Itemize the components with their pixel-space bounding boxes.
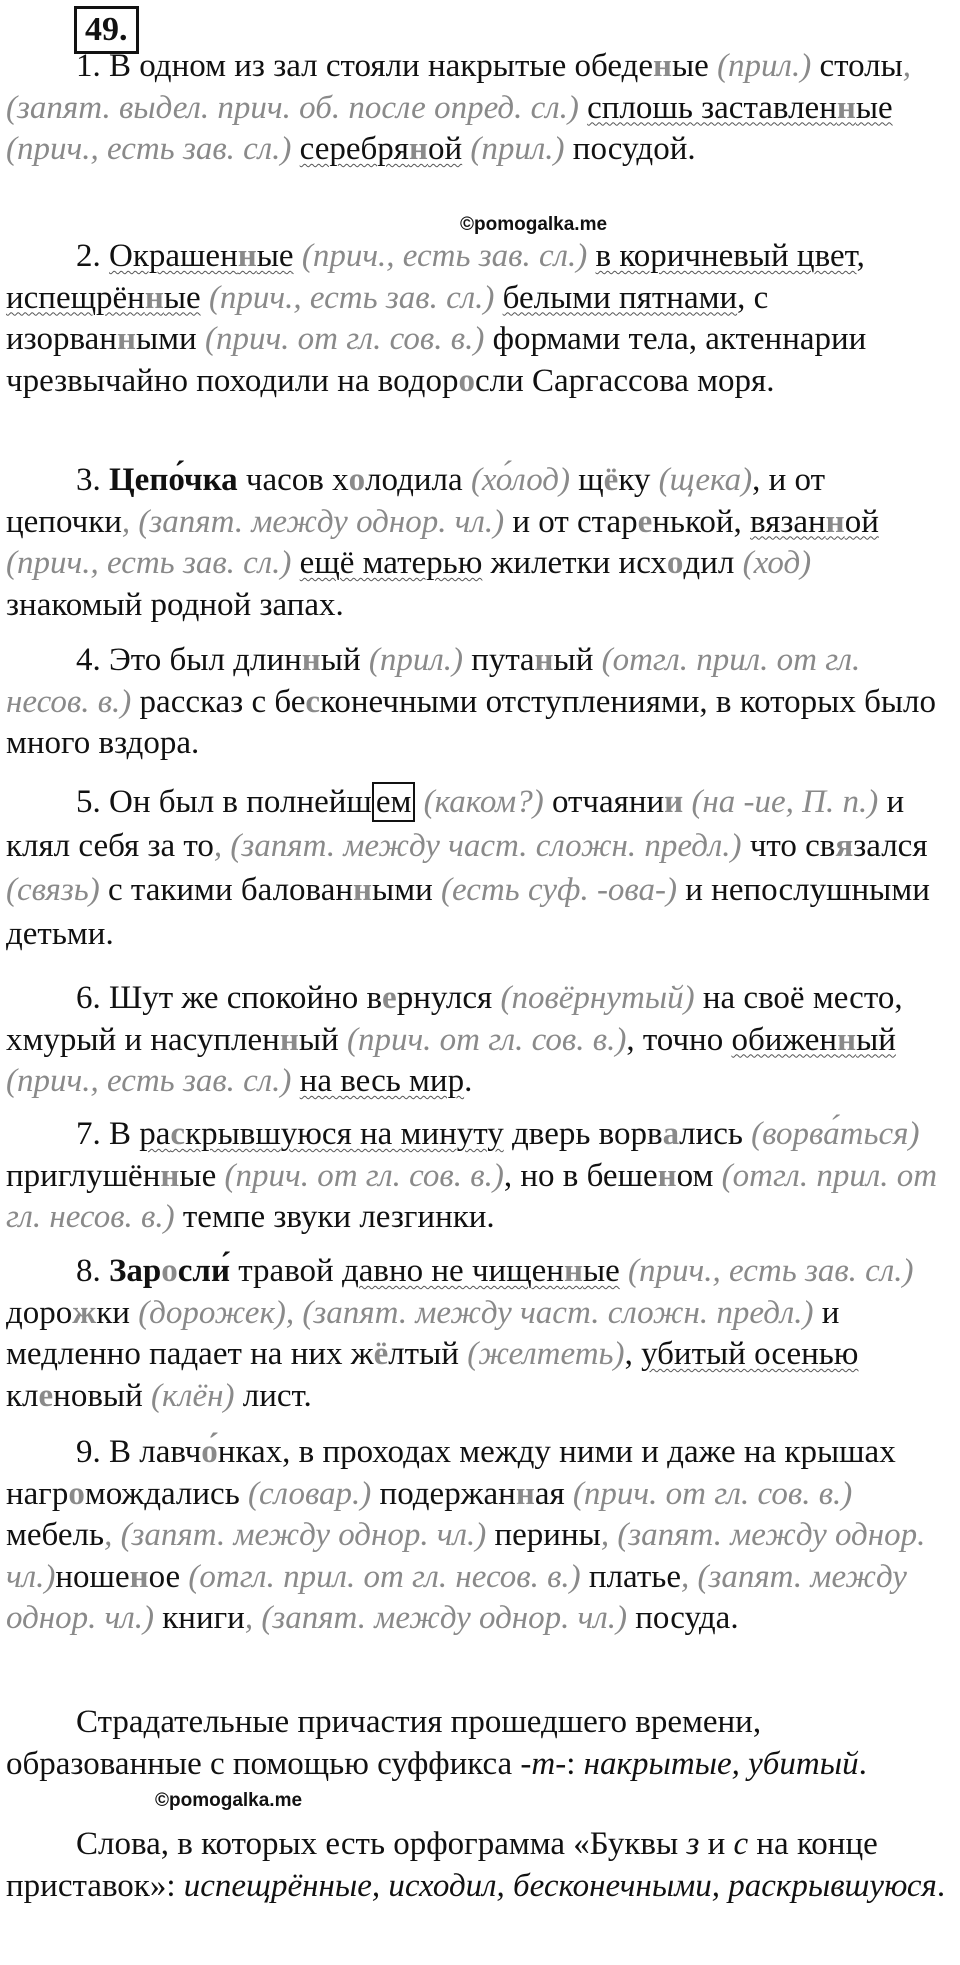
text bbox=[291, 545, 299, 581]
italic-text: з bbox=[686, 1826, 700, 1862]
sentence-7 bbox=[6, 1114, 950, 1239]
underlined-text: серебря bbox=[299, 131, 409, 167]
italic-text: испещрённые, исходил, бесконечными, раскрывшуюся bbox=[183, 1867, 937, 1904]
text: приглушён bbox=[6, 1157, 161, 1194]
text: щ bbox=[569, 462, 604, 498]
grammar-note: (отгл. прил. от гл. несов. в.) bbox=[6, 642, 861, 720]
text: мождались bbox=[84, 1475, 249, 1512]
text: ки bbox=[96, 1294, 139, 1331]
bold-word: Цепо́чка bbox=[109, 462, 238, 498]
orthogram-letter: н bbox=[515, 1475, 535, 1512]
orthogram-letter: н bbox=[657, 1157, 677, 1194]
orthogram-letter: е bbox=[382, 980, 397, 1016]
grammar-note: , (запят. между однор. чл.) bbox=[104, 1517, 487, 1553]
text bbox=[291, 131, 299, 167]
grammar-note: , (запят. между част. сложн. предл.) bbox=[213, 828, 742, 864]
grammar-note: (прич. от гл. сов. в.) bbox=[572, 1475, 853, 1512]
text: доро bbox=[6, 1294, 73, 1331]
watermark: ©pomogalka.me bbox=[460, 214, 608, 235]
text: ый bbox=[320, 642, 369, 678]
sentence-3 bbox=[6, 460, 950, 626]
orthogram-letter: н bbox=[301, 642, 321, 678]
text: . bbox=[936, 1867, 946, 1904]
underlined-text: вязан bbox=[750, 503, 826, 540]
underlined-text: ра bbox=[139, 1116, 171, 1152]
orthogram-letter: о bbox=[161, 1253, 178, 1289]
text: 5. Он был в полнейш bbox=[76, 784, 372, 820]
bold-word: сли́ bbox=[177, 1253, 230, 1289]
text: мебель bbox=[6, 1517, 105, 1553]
text: жилетки исх bbox=[482, 545, 667, 581]
text: отчаяни bbox=[543, 784, 665, 820]
text bbox=[494, 280, 502, 316]
italic-text: с bbox=[733, 1826, 749, 1862]
text: кл bbox=[6, 1377, 39, 1414]
text: нках, в проходах между ними и даже на крышах нагр bbox=[6, 1434, 896, 1512]
underlined-text: ые bbox=[855, 89, 893, 126]
text: перины bbox=[486, 1517, 601, 1553]
text: формами тела, актеннарии чрезвычайно походили на водор bbox=[6, 321, 867, 399]
text: знакомый родной запах. bbox=[6, 586, 344, 623]
underlined-text: сплошь заставлен bbox=[587, 89, 837, 126]
orthogram-letter: и bbox=[664, 784, 684, 820]
grammar-note: (каком?) bbox=[415, 784, 544, 820]
orthogram-letter: н bbox=[534, 642, 554, 678]
text: дил bbox=[683, 545, 743, 581]
orthogram-letter: н bbox=[237, 238, 257, 274]
text: , но в беше bbox=[503, 1157, 658, 1194]
grammar-note: , (запят. между однор. чл.) bbox=[6, 1558, 907, 1636]
text: : bbox=[566, 1745, 584, 1782]
grammar-note: (клён) bbox=[151, 1377, 235, 1414]
text: , точно bbox=[626, 1021, 732, 1058]
grammar-note: (щека) bbox=[658, 462, 753, 498]
boxed-ending: ем bbox=[372, 782, 416, 822]
underlined-text: в коричневый цвет bbox=[595, 238, 857, 274]
text: с такими балован bbox=[99, 872, 354, 908]
text: посудой. bbox=[564, 131, 696, 167]
text: новый bbox=[53, 1377, 151, 1414]
text: 9. В лавч bbox=[76, 1434, 202, 1470]
grammar-note: , (запят. между однор. чл.) bbox=[244, 1600, 628, 1636]
text: лодила bbox=[365, 462, 471, 498]
grammar-note: (словар.) bbox=[248, 1475, 372, 1512]
grammar-note: (желтеть) bbox=[467, 1336, 625, 1372]
text: книги bbox=[154, 1600, 245, 1636]
grammar-note: (прич. от гл. сов. в.) bbox=[204, 321, 485, 357]
underlined-text: Окрашен bbox=[109, 238, 238, 274]
grammar-note: (отгл. прил. от гл. несов. в.) bbox=[188, 1558, 581, 1595]
text: и медленно падает на них ж bbox=[6, 1294, 840, 1372]
underlined-text: на весь мир bbox=[299, 1063, 465, 1099]
orthogram-letter: е bbox=[637, 503, 653, 540]
orthogram-letter: н bbox=[836, 89, 856, 126]
text: и непослушными детьми. bbox=[6, 872, 930, 952]
text: ый bbox=[298, 1021, 347, 1058]
text: ая bbox=[534, 1475, 573, 1512]
underlined-text: обижен bbox=[731, 1021, 838, 1058]
text: 3. bbox=[76, 462, 109, 498]
grammar-note: (прил.) bbox=[462, 131, 565, 167]
bold-word: Зар bbox=[109, 1253, 162, 1289]
underlined-text: белыми пятнами bbox=[502, 279, 738, 316]
orthogram-letter: н bbox=[353, 872, 373, 908]
orthogram-letter: о bbox=[68, 1475, 85, 1512]
grammar-note: (прич. от гл. сов. в.) bbox=[224, 1157, 504, 1194]
orthogram-letter: о bbox=[458, 362, 475, 399]
orthogram-letter: н bbox=[825, 503, 845, 540]
underlined-text: ый bbox=[856, 1021, 896, 1058]
sentence-4 bbox=[6, 640, 950, 765]
text: ыми bbox=[135, 321, 205, 357]
text: платье bbox=[580, 1558, 681, 1595]
text: 8. bbox=[76, 1253, 109, 1289]
orthogram-letter: н bbox=[652, 48, 672, 84]
underlined-text: испещрён bbox=[6, 279, 145, 316]
grammar-note: (прил.) bbox=[368, 642, 464, 678]
orthogram-letter: н bbox=[408, 131, 428, 167]
grammar-note: (прич., есть зав. сл.) bbox=[293, 238, 588, 274]
sentence-1 bbox=[6, 46, 950, 171]
underlined-text: убитый осенью bbox=[641, 1336, 859, 1372]
exercise-number: 49. bbox=[74, 6, 139, 54]
orthogram-letter: о bbox=[666, 545, 684, 581]
text: . bbox=[464, 1063, 473, 1099]
text: ое bbox=[148, 1558, 189, 1595]
underlined-text: ые bbox=[582, 1253, 620, 1289]
orthogram-letter: н bbox=[144, 279, 164, 316]
grammar-note: (есть суф. -ова-) bbox=[441, 872, 678, 908]
underlined-text: ые bbox=[163, 279, 201, 316]
orthogram-letter: с bbox=[170, 1116, 186, 1152]
grammar-note: (прич., есть зав. сл.) bbox=[6, 1063, 292, 1099]
grammar-note: (прич., есть зав. сл.) bbox=[200, 279, 495, 316]
text: и от стар bbox=[504, 503, 638, 540]
sentence-5 bbox=[6, 780, 950, 956]
grammar-note: (прил.) bbox=[717, 48, 812, 84]
text: ый bbox=[553, 642, 602, 678]
text: часов х bbox=[237, 462, 349, 498]
underlined-text: ой bbox=[428, 131, 463, 167]
text: нькой, bbox=[652, 503, 750, 540]
summary-participles bbox=[6, 1702, 950, 1785]
text: травой bbox=[229, 1253, 342, 1289]
italic-text: -т- bbox=[520, 1745, 567, 1782]
text bbox=[579, 90, 587, 126]
grammar-note: (хо́лод) bbox=[470, 462, 570, 498]
text: на своё место, хмурый и насуплен bbox=[6, 980, 903, 1058]
grammar-note: , (запят. между част. сложн. предл.) bbox=[285, 1294, 814, 1331]
grammar-note: , (запят. выдел. прич. об. после опред. сл.) bbox=[6, 48, 912, 126]
text: ые bbox=[179, 1157, 225, 1194]
text: 2. bbox=[76, 238, 109, 274]
orthogram-letter: я bbox=[835, 828, 854, 864]
text: столы bbox=[811, 48, 903, 84]
text: лись bbox=[679, 1116, 752, 1152]
text: лист. bbox=[234, 1377, 312, 1414]
text: ом bbox=[676, 1157, 722, 1194]
text: 6. Шут же спокойно в bbox=[76, 980, 383, 1016]
orthogram-letter: н bbox=[279, 1021, 299, 1058]
orthogram-letter: а bbox=[662, 1116, 680, 1152]
grammar-note: (ворва́ться) bbox=[751, 1116, 920, 1152]
orthogram-letter: н bbox=[116, 321, 136, 357]
grammar-note: (прич., есть зав. сл.) bbox=[6, 545, 292, 581]
text: конечными отступлениями, в которых было много вздора. bbox=[6, 683, 937, 761]
sentence-2 bbox=[6, 236, 950, 402]
text: ку bbox=[618, 462, 659, 498]
text: и клял себя за то bbox=[6, 784, 905, 864]
text: 1. В одном из зал стояли накрытые обеде bbox=[76, 48, 653, 84]
orthogram-letter: ё bbox=[603, 462, 619, 498]
text: на конце приставок»: bbox=[6, 1826, 878, 1904]
text: Страдательные причастия прошедшего времени, образованные с помощью суффикса bbox=[6, 1704, 762, 1782]
italic-text: накрытые, убитый bbox=[583, 1745, 859, 1782]
orthogram-letter: н bbox=[129, 1558, 149, 1595]
underlined-text: ой bbox=[844, 503, 879, 540]
underlined-text: ые bbox=[256, 238, 294, 274]
sentence-9 bbox=[6, 1432, 950, 1640]
sentence-8 bbox=[6, 1251, 950, 1417]
watermark: ©pomogalka.me bbox=[155, 1790, 303, 1811]
text: ыми bbox=[372, 872, 441, 908]
grammar-note: (отгл. прил. от гл. несов. в.) bbox=[6, 1157, 938, 1235]
grammar-note: (повёрнутый) bbox=[500, 980, 695, 1016]
text: зался bbox=[853, 828, 928, 864]
grammar-note: (прич., есть зав. сл.) bbox=[6, 131, 292, 167]
grammar-note: (дорожек) bbox=[138, 1294, 286, 1331]
orthogram-letter: с bbox=[305, 683, 321, 720]
orthogram-letter: н bbox=[160, 1157, 180, 1194]
grammar-note: (связь) bbox=[6, 872, 100, 908]
text: ноше bbox=[55, 1558, 130, 1595]
summary-prefixes bbox=[6, 1824, 950, 1907]
grammar-note: , (запят. между однор. чл.) bbox=[6, 1517, 926, 1595]
orthogram-letter: н bbox=[837, 1021, 857, 1058]
text: Слова, в которых есть орфограмма «Буквы bbox=[76, 1826, 687, 1862]
grammar-note: (ход) bbox=[742, 545, 812, 581]
text: что св bbox=[741, 828, 836, 864]
text: и bbox=[699, 1826, 734, 1862]
text: посуда. bbox=[627, 1600, 739, 1636]
grammar-note: (прич., есть зав. сл.) bbox=[619, 1253, 914, 1289]
sentence-6 bbox=[6, 978, 950, 1103]
orthogram-letter: ж bbox=[72, 1294, 97, 1331]
grammar-note: (прич. от гл. сов. в.) bbox=[346, 1021, 627, 1058]
underlined-text: крывшуюся на минуту bbox=[185, 1116, 504, 1152]
orthogram-letter: н bbox=[563, 1253, 583, 1289]
text: , bbox=[624, 1336, 642, 1372]
text: 7. В bbox=[76, 1116, 140, 1152]
underlined-text: ещё матерью bbox=[299, 545, 483, 581]
text: , и от цепочки bbox=[6, 462, 826, 540]
text: путa bbox=[463, 642, 535, 678]
text: дверь ворв bbox=[503, 1116, 663, 1152]
grammar-note: (на -ие, П. п.) bbox=[683, 784, 879, 820]
text: 4. Это был длин bbox=[76, 642, 302, 678]
text: рассказ с бе bbox=[131, 683, 306, 720]
text: рнулся bbox=[396, 980, 501, 1016]
text: ые bbox=[671, 48, 718, 84]
text bbox=[291, 1063, 299, 1099]
text: , bbox=[856, 238, 865, 274]
underlined-text: давно не чищен bbox=[341, 1253, 564, 1289]
text: подержан bbox=[371, 1475, 516, 1512]
orthogram-letter: ё bbox=[373, 1336, 389, 1372]
orthogram-letter: е bbox=[38, 1377, 54, 1414]
text: . bbox=[858, 1745, 867, 1782]
text bbox=[587, 238, 595, 274]
text: темпе звуки лезгинки. bbox=[174, 1199, 495, 1235]
text: лтый bbox=[388, 1336, 468, 1372]
grammar-note: , (запят. между однор. чл.) bbox=[121, 503, 505, 540]
orthogram-letter: о bbox=[348, 462, 366, 498]
text: , с изорван bbox=[6, 279, 769, 357]
orthogram-letter: о́ bbox=[201, 1434, 218, 1470]
text: сли Саргассова моря. bbox=[474, 362, 775, 399]
